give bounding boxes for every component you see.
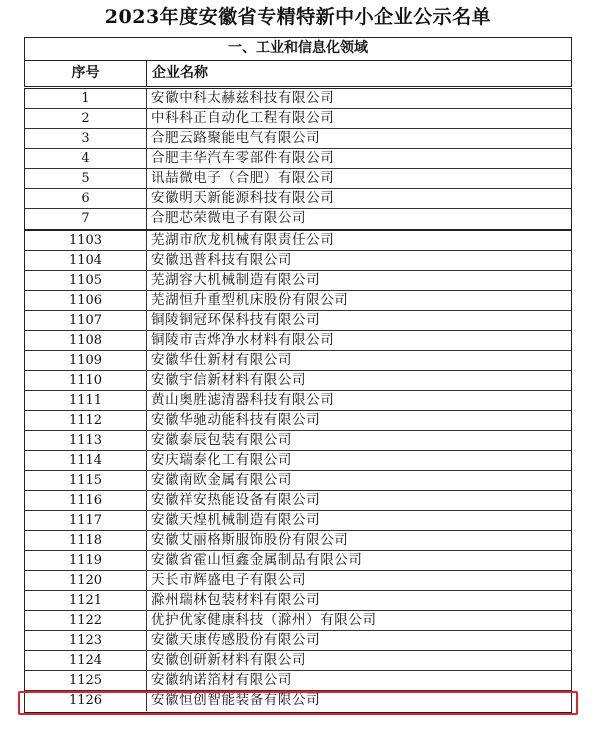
document-title: 2023年度安徽省专精特新中小企业公示名单 <box>104 6 492 28</box>
row-index: 1124 <box>25 651 147 670</box>
row-index: 1106 <box>25 291 147 310</box>
table-group-2 <box>24 230 572 713</box>
row-company-name: 安徽艾丽格斯服饰股份有限公司 <box>151 532 349 548</box>
row-index: 1113 <box>25 431 147 450</box>
table-row <box>25 431 571 451</box>
row-index: 1125 <box>25 671 147 690</box>
table-row <box>25 491 571 511</box>
table-row <box>25 391 571 411</box>
table-row <box>25 631 571 651</box>
table-row <box>25 129 571 149</box>
table-row <box>25 671 571 691</box>
row-index: 1111 <box>25 391 147 410</box>
row-company-name: 合肥云路聚能电气有限公司 <box>151 130 321 146</box>
highlight-box <box>18 691 578 715</box>
table-row <box>25 471 571 491</box>
table-group-1 <box>24 88 572 230</box>
row-company-name: 优护优家健康科技（滁州）有限公司 <box>151 612 377 628</box>
row-company-name: 安徽华驰动能科技有限公司 <box>151 412 321 428</box>
row-index: 1123 <box>25 631 147 650</box>
row-index: 4 <box>25 149 147 168</box>
table-row <box>25 371 571 391</box>
row-company-name: 铜陵市吉烨净水材料有限公司 <box>151 332 335 348</box>
row-company-name: 黄山奥胜滤清器科技有限公司 <box>151 392 335 408</box>
row-index: 1115 <box>25 471 147 490</box>
row-index: 7 <box>25 209 147 229</box>
row-index: 1107 <box>25 311 147 330</box>
table-row <box>25 551 571 571</box>
table-row <box>25 231 571 251</box>
table-row <box>25 169 571 189</box>
row-index: 1116 <box>25 491 147 510</box>
row-index: 1117 <box>25 511 147 530</box>
row-index: 1110 <box>25 371 147 390</box>
table-row <box>25 591 571 611</box>
row-index: 1114 <box>25 451 147 470</box>
row-company-name: 铜陵铜冠环保科技有限公司 <box>151 312 321 328</box>
row-index: 1118 <box>25 531 147 550</box>
row-company-name: 安徽泰辰包装有限公司 <box>151 432 292 448</box>
row-index: 1109 <box>25 351 147 370</box>
col-header-index: 序号 <box>25 61 147 86</box>
table-row <box>25 531 571 551</box>
row-company-name: 天长市辉盛电子有限公司 <box>151 572 307 588</box>
row-index: 1 <box>25 89 147 108</box>
row-company-name: 合肥芯荣微电子有限公司 <box>151 210 307 226</box>
row-index: 1103 <box>25 231 147 250</box>
row-index: 1112 <box>25 411 147 430</box>
table-row <box>25 109 571 129</box>
row-company-name: 安徽省霍山恒鑫金属制品有限公司 <box>151 552 363 568</box>
row-company-name: 安徽宇信新材料有限公司 <box>151 372 307 388</box>
table-body-2 <box>25 231 571 711</box>
row-index: 3 <box>25 129 147 148</box>
table-row <box>25 571 571 591</box>
table-row <box>25 271 571 291</box>
table-row <box>25 351 571 371</box>
table-row <box>25 511 571 531</box>
row-company-name: 滁州瑞林包装材料有限公司 <box>151 592 321 608</box>
row-index: 1121 <box>25 591 147 610</box>
row-index: 1119 <box>25 551 147 570</box>
row-index: 1104 <box>25 251 147 270</box>
row-index: 1126 <box>25 691 147 711</box>
table-row <box>25 291 571 311</box>
table-row <box>25 411 571 431</box>
row-company-name: 安徽纳诺箔材有限公司 <box>151 672 292 688</box>
table-row <box>25 149 571 169</box>
row-company-name: 安徽祥安热能设备有限公司 <box>151 492 321 508</box>
row-company-name: 芜湖恒升重型机床股份有限公司 <box>151 292 349 308</box>
table-header <box>24 37 572 87</box>
row-company-name: 中科科正自动化工程有限公司 <box>151 110 335 126</box>
row-company-name: 安徽天煌机械制造有限公司 <box>151 512 321 528</box>
row-company-name: 芜湖容大机械制造有限公司 <box>151 272 321 288</box>
row-company-name: 安徽迅普科技有限公司 <box>151 252 292 268</box>
row-index: 6 <box>25 189 147 208</box>
table-body-1 <box>25 89 571 229</box>
section-title: 一、工业和信息化领域 <box>25 38 571 61</box>
row-company-name: 安庆瑞泰化工有限公司 <box>151 452 292 468</box>
row-index: 2 <box>25 109 147 128</box>
row-company-name: 安徽创研新材料有限公司 <box>151 652 307 668</box>
row-index: 1108 <box>25 331 147 350</box>
col-header-company: 企业名称 <box>152 65 208 81</box>
row-company-name: 安徽天康传感股份有限公司 <box>151 632 321 648</box>
table-row <box>25 209 571 229</box>
table-row <box>25 611 571 631</box>
row-company-name: 安徽恒创智能装备有限公司 <box>151 692 321 708</box>
row-company-name: 安徽华仕新材有限公司 <box>151 352 292 368</box>
row-company-name: 安徽中科太赫兹科技有限公司 <box>151 90 335 106</box>
row-company-name: 讯喆微电子（合肥）有限公司 <box>151 170 335 186</box>
table-row <box>25 311 571 331</box>
table-row <box>25 251 571 271</box>
row-index: 1105 <box>25 271 147 290</box>
row-index: 5 <box>25 169 147 188</box>
row-company-name: 芜湖市欣龙机械有限责任公司 <box>151 232 335 248</box>
row-index: 1120 <box>25 571 147 590</box>
table-row <box>25 651 571 671</box>
table-row <box>25 189 571 209</box>
column-headers <box>25 61 571 86</box>
row-company-name: 合肥丰华汽车零部件有限公司 <box>151 150 335 166</box>
row-company-name: 安徽南欧金属有限公司 <box>151 472 292 488</box>
table-row <box>25 89 571 109</box>
table-row <box>25 331 571 351</box>
table-row <box>25 451 571 471</box>
row-index: 1122 <box>25 611 147 630</box>
row-company-name: 安徽明天新能源科技有限公司 <box>151 190 335 206</box>
